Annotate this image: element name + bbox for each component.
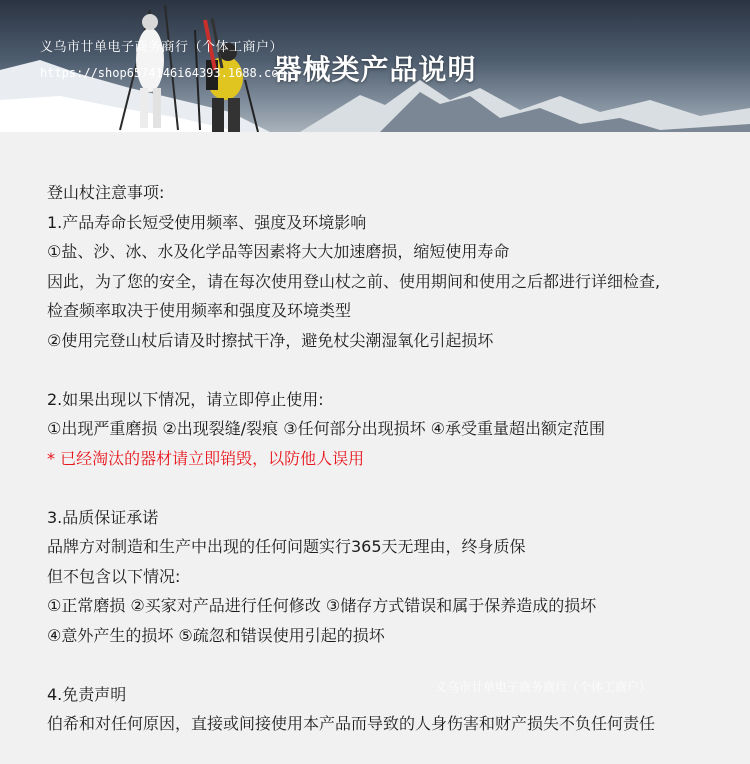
warning-text: * 已经淘汰的器材请立即销毁，以防他人误用	[47, 448, 365, 468]
text-line: ①盐、沙、冰、水及化学品等因素将大大加速磨损，缩短使用寿命	[47, 242, 510, 261]
instructions-body	[47, 178, 727, 739]
section-heading: 3.品质保证承诺	[47, 507, 159, 527]
header-banner	[0, 0, 750, 132]
text-line: 1.产品寿命长短受使用频率、强度及环境影响	[47, 212, 367, 232]
section-heading: 登山杖注意事项:	[47, 183, 165, 202]
text-line: 品牌方对制造和生产中出现的任何问题实行365天无理由，终身质保	[47, 537, 526, 556]
text-line: 伯希和对任何原因，直接或间接使用本产品而导致的人身伤害和财产损失不负任何责任	[47, 714, 656, 733]
shop-url-watermark: https://shop6574146i64393.1688.com	[40, 66, 286, 80]
text-line: ①正常磨损 ②买家对产品进行任何修改 ③储存方式错误和属于保养造成的损坏	[47, 596, 597, 615]
section-heading: 4.免责声明	[47, 684, 127, 704]
text-line: 但不包含以下情况:	[47, 566, 181, 586]
shop-name-watermark: 义乌市廿单电子商务商行（个体工商户）	[40, 40, 284, 55]
spacer	[47, 650, 727, 680]
text-line: ①出现严重磨损 ②出现裂缝/裂痕 ③任何部分出现损坏 ④承受重量超出额定范围	[47, 419, 606, 438]
text-line: 检查频率取决于使用频率和强度及环境类型	[47, 301, 352, 320]
shop-name-watermark-footer: 义乌市廿单电子商务商行（个体工商户）	[435, 680, 652, 694]
page-title: 器械类产品说明	[273, 53, 477, 86]
text-line: ④意外产生的损坏 ⑤疏忽和错误使用引起的损坏	[47, 625, 385, 645]
spacer	[47, 473, 727, 503]
spacer	[47, 355, 727, 385]
section-heading: 2.如果出现以下情况，请立即停止使用:	[47, 389, 324, 409]
text-line: ②使用完登山杖后请及时擦拭干净，避免杖尖潮湿氧化引起损坏	[47, 330, 494, 350]
text-line: 因此，为了您的安全，请在每次使用登山杖之前、使用期间和使用之后都进行详细检查,	[47, 271, 661, 291]
